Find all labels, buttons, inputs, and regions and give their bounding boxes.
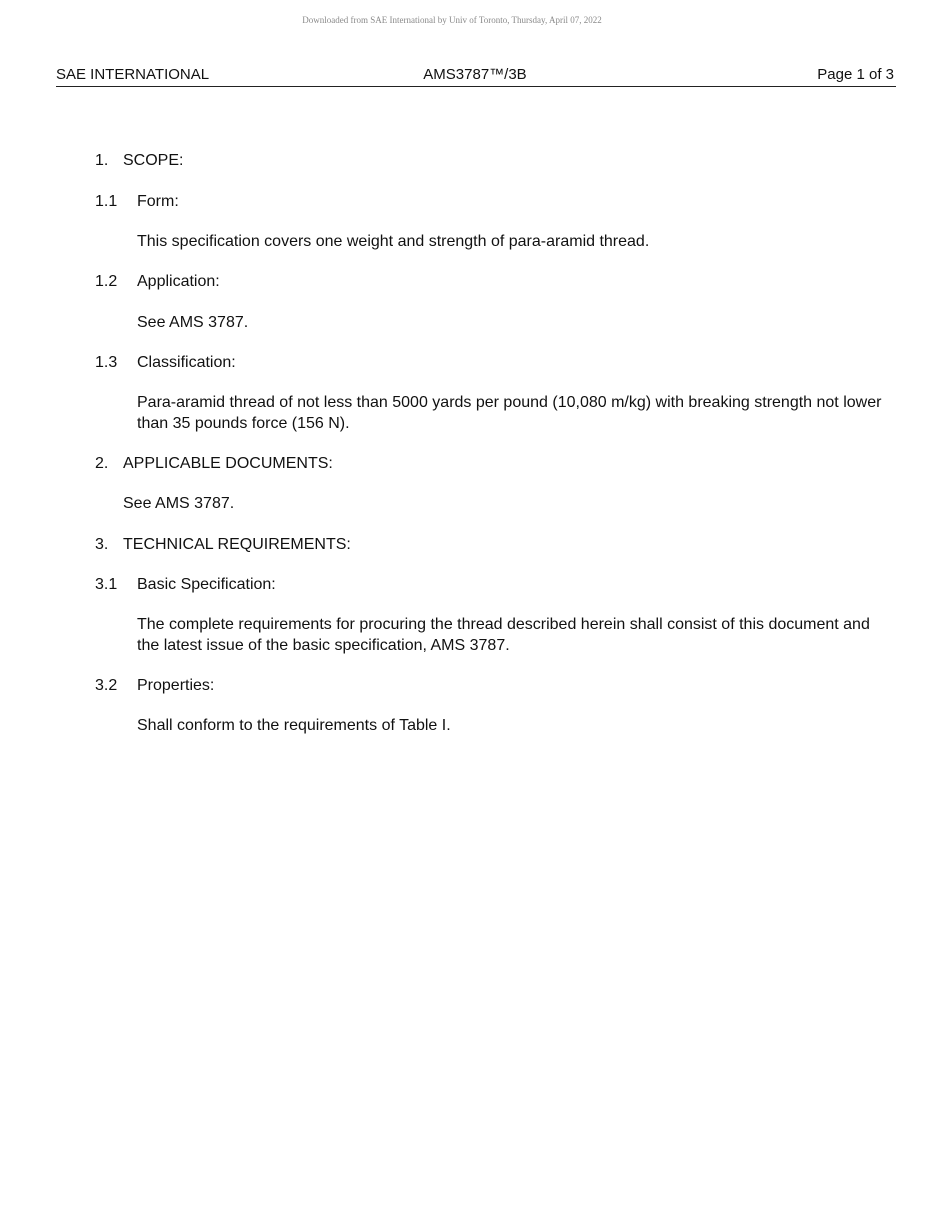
basic-specification-paragraph: The complete requirements for procuring the thread described herein shall consist of this document and the latest issue of the basic specification, AMS 3787. xyxy=(137,616,870,654)
document-number: AMS3787™/3B xyxy=(423,66,527,83)
section-number: 1.3 xyxy=(95,354,118,371)
section-title: Properties: xyxy=(137,677,215,694)
running-header xyxy=(56,66,896,87)
page-indicator: Page 1 of 3 xyxy=(817,66,894,83)
section-title: Basic Specification: xyxy=(137,576,276,593)
download-note: Downloaded from SAE International by Univ of Toronto, Thursday, April 07, 2022 xyxy=(302,15,602,25)
section-number: 1. xyxy=(95,152,109,169)
section-title: APPLICABLE DOCUMENTS: xyxy=(123,455,333,472)
form-paragraph: This specification covers one weight and strength of para-aramid thread. xyxy=(137,233,650,250)
section-number: 3.1 xyxy=(95,576,118,593)
publisher-name: SAE INTERNATIONAL xyxy=(56,66,210,83)
section-number: 2. xyxy=(95,455,109,472)
section-number: 1.1 xyxy=(95,193,118,210)
section-number: 3. xyxy=(95,536,109,553)
section-title: Application: xyxy=(137,273,220,290)
section-title: SCOPE: xyxy=(123,152,184,169)
section-title: Form: xyxy=(137,193,179,210)
properties-paragraph: Shall conform to the requirements of Table I. xyxy=(137,717,451,734)
classification-paragraph: Para-aramid thread of not less than 5000 yards per pound (10,080 m/kg) with breaking strength not lower than 35 pounds force (156 N). xyxy=(137,394,882,432)
section-number: 1.2 xyxy=(95,273,118,290)
section-title: Classification: xyxy=(137,354,236,371)
applicable-documents-paragraph: See AMS 3787. xyxy=(123,495,235,512)
section-title: TECHNICAL REQUIREMENTS: xyxy=(123,536,351,553)
section-number: 3.2 xyxy=(95,677,118,694)
application-paragraph: See AMS 3787. xyxy=(137,314,249,331)
